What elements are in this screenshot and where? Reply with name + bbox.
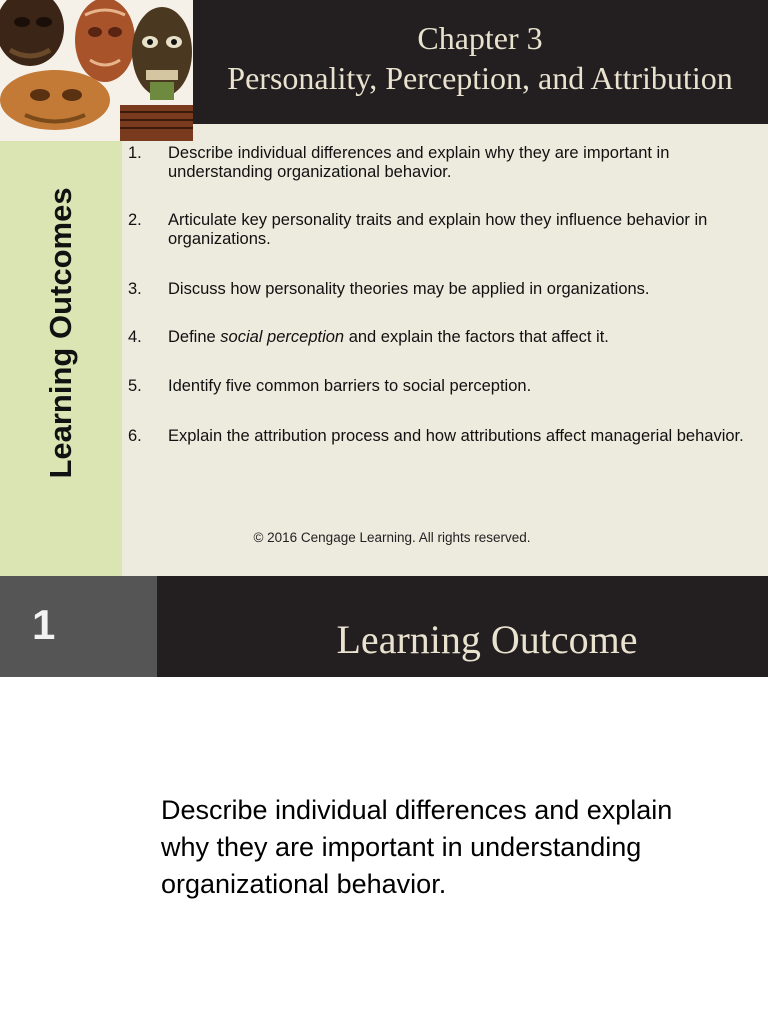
outcome-number: 6. [128, 427, 142, 445]
outcome-text [168, 328, 748, 347]
outcome-text-italic: social perception [220, 328, 345, 346]
outcome-number: 3. [128, 280, 142, 298]
outcome-text: Describe individual differences and explain why they are important in understanding organizational behavior. [168, 144, 670, 181]
masks-illustration [0, 0, 193, 141]
copyright-text: © 2016 Cengage Learning. All rights reserved. [253, 530, 531, 545]
chapter-title: Chapter 3 [417, 20, 543, 56]
chapter-subtitle: Personality, Perception, and Attribution [227, 60, 733, 96]
outcome-number-label: 1 [32, 601, 56, 648]
slide2-title: Learning Outcome [336, 617, 638, 662]
outcome-text: Articulate key personality traits and explain how they influence behavior in organizations. [168, 211, 708, 248]
outcome-number: 2. [128, 211, 142, 229]
outcome-text-after: and explain the factors that affect it. [344, 328, 609, 346]
outcome-text: Discuss how personality theories may be applied in organizations. [168, 280, 650, 298]
slide2-outcome-text: Describe individual differences and explain why they are important in understanding organizational behavior. [161, 795, 673, 899]
outcome-number: 5. [128, 377, 142, 395]
outcome-number: 4. [128, 328, 142, 346]
outcome-text-before: Define [168, 328, 221, 346]
outcome-text: Explain the attribution process and how attributions affect managerial behavior. [168, 427, 744, 445]
outcome-number-box [0, 576, 157, 677]
masks-image [0, 0, 193, 141]
outcome-number: 1. [128, 144, 142, 162]
outcome-text: Identify five common barriers to social perception. [168, 377, 532, 395]
side-label: Learning Outcomes [43, 187, 78, 479]
